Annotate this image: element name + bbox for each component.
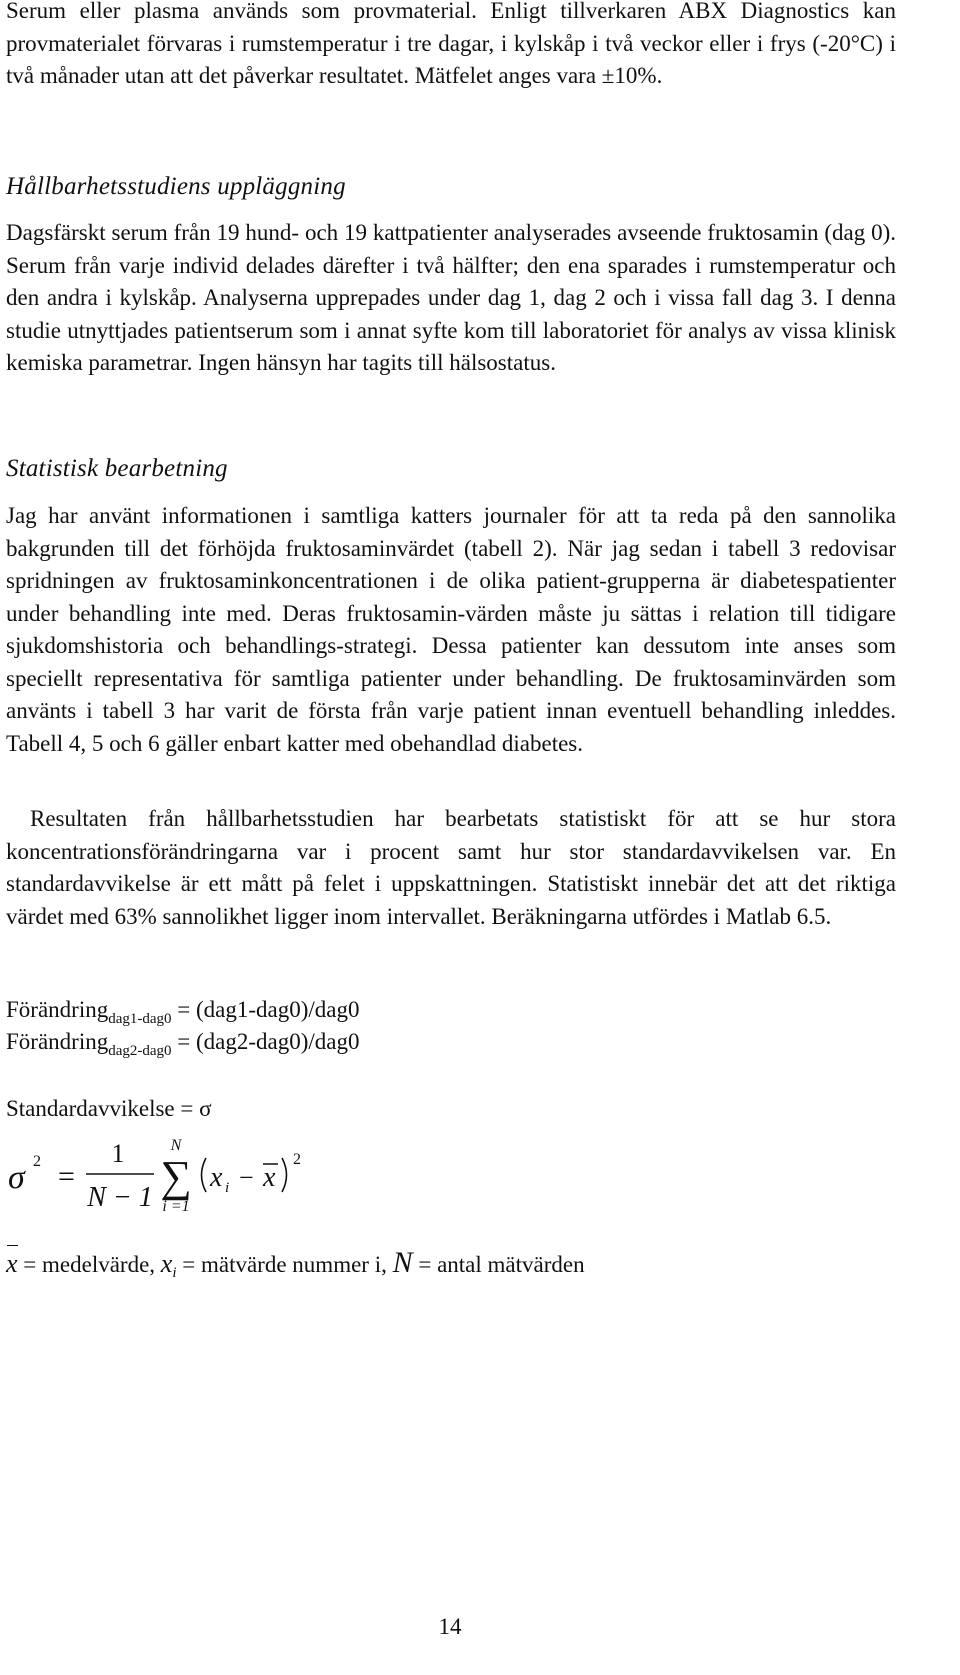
formula-legend: x = medelvärde, $x_i$ = mätvärde nummer i, N = antal mätvärden	[6, 1246, 585, 1281]
summation-symbol: ∑	[160, 1152, 192, 1201]
statistics-paragraph-1: Jag har använt informationen i samtliga katters journaler för att ta reda på den sannolika bakgrunden till det förhöjda fruktosaminvärdet (tabell 2). När jag sedan i tabell 3 redovisar spridningen av fruktosaminkoncentrationen i de olika patient-grupperna är diabetespatienter under behandling inte med. Deras fruktosamin-värden måste ju sättas i relation till tidigare sjukdomshistoria och behandlings-strategi. Dessa patienter kan dessutom inte anses som speciellt representativa för samtliga patienter under behandling. De fruktosaminvärden som använts i tabell 3 har varit de första från varje patient innan eventuell behandling inleddes. Tabell 4, 5 och 6 gäller enbart katter med obehandlad diabetes.	[6, 503, 896, 756]
stddev-formula	[6, 1128, 406, 1218]
term-subscript: i	[225, 1180, 230, 1196]
mean-x: x	[263, 1162, 276, 1193]
sigma-symbol: σ	[8, 1159, 25, 1196]
stddev-label: Standardavvikelse = σ	[6, 1096, 212, 1121]
term-x: x	[210, 1162, 223, 1193]
outer-exponent: 2	[293, 1151, 301, 1168]
measurement-symbol: $x_i$	[160, 1249, 177, 1281]
intro-paragraph: Serum eller plasma används som provmaterial. Enligt tillverkaren ABX Diagnostics kan provmaterialet förvaras i rumstemperatur i tre dagar, i kylskåp i två veckor eller i frys (-20°C) i två månader utan att det påverkar resultatet. Mätfelet anges vara ±10%.	[6, 0, 896, 88]
statistics-paragraph-2: Resultaten från hållbarhetsstudien har bearbetats statistiskt för att se hur stora koncentrationsförändringarna var i procent samt hur stor standardavvikelsen var. En standardavvikelse är ett mått på felet i uppskattningen. Statistiskt innebär det att det riktiga värdet med 63% sannolikhet ligger inom intervallet. Beräkningarna utfördes i Matlab 6.5.	[6, 806, 896, 929]
change-day2-formula: Förändring$_{dag2-dag0}$ = (dag2-dag0)/dag0	[6, 1029, 360, 1059]
change-day1-formula: Förändring$_{dag1-dag0}$ = (dag1-dag0)/dag0	[6, 997, 360, 1027]
sigma-exponent: 2	[33, 1153, 41, 1170]
study-design-paragraph: Dagsfärskt serum från 19 hund- och 19 kattpatienter analyserades avseende fruktosamin (dag 0). Serum från varje individ delades därefter i två hälfter; den ena sparades i rumstemperatur och den andra i kylskåp. Analyserna upprepades under dag 1, dag 2 och i vissa fall dag 3. I denna studie utnyttjades patientserum som i annat syfte kom till laboratoriet för analys av vissa klinisk kemiska parametrar. Ingen hänsyn har tagits till hälsostatus.	[6, 220, 896, 375]
fraction-numerator: 1	[111, 1139, 125, 1168]
equals-sign: =	[58, 1160, 75, 1193]
close-paren	[282, 1158, 287, 1192]
sum-upper-limit: N	[170, 1137, 182, 1154]
statistics-heading: Statistisk bearbetning	[6, 455, 228, 482]
open-paren	[202, 1158, 207, 1192]
fraction-denominator: N − 1	[87, 1182, 153, 1213]
minus-sign: −	[239, 1163, 254, 1192]
count-symbol: N	[392, 1246, 413, 1279]
mean-symbol: x	[6, 1249, 18, 1278]
study-design-heading: Hållbarhetsstudiens uppläggning	[6, 173, 346, 200]
sum-lower-limit: i =1	[162, 1198, 190, 1215]
page-number: 14	[438, 1614, 462, 1639]
